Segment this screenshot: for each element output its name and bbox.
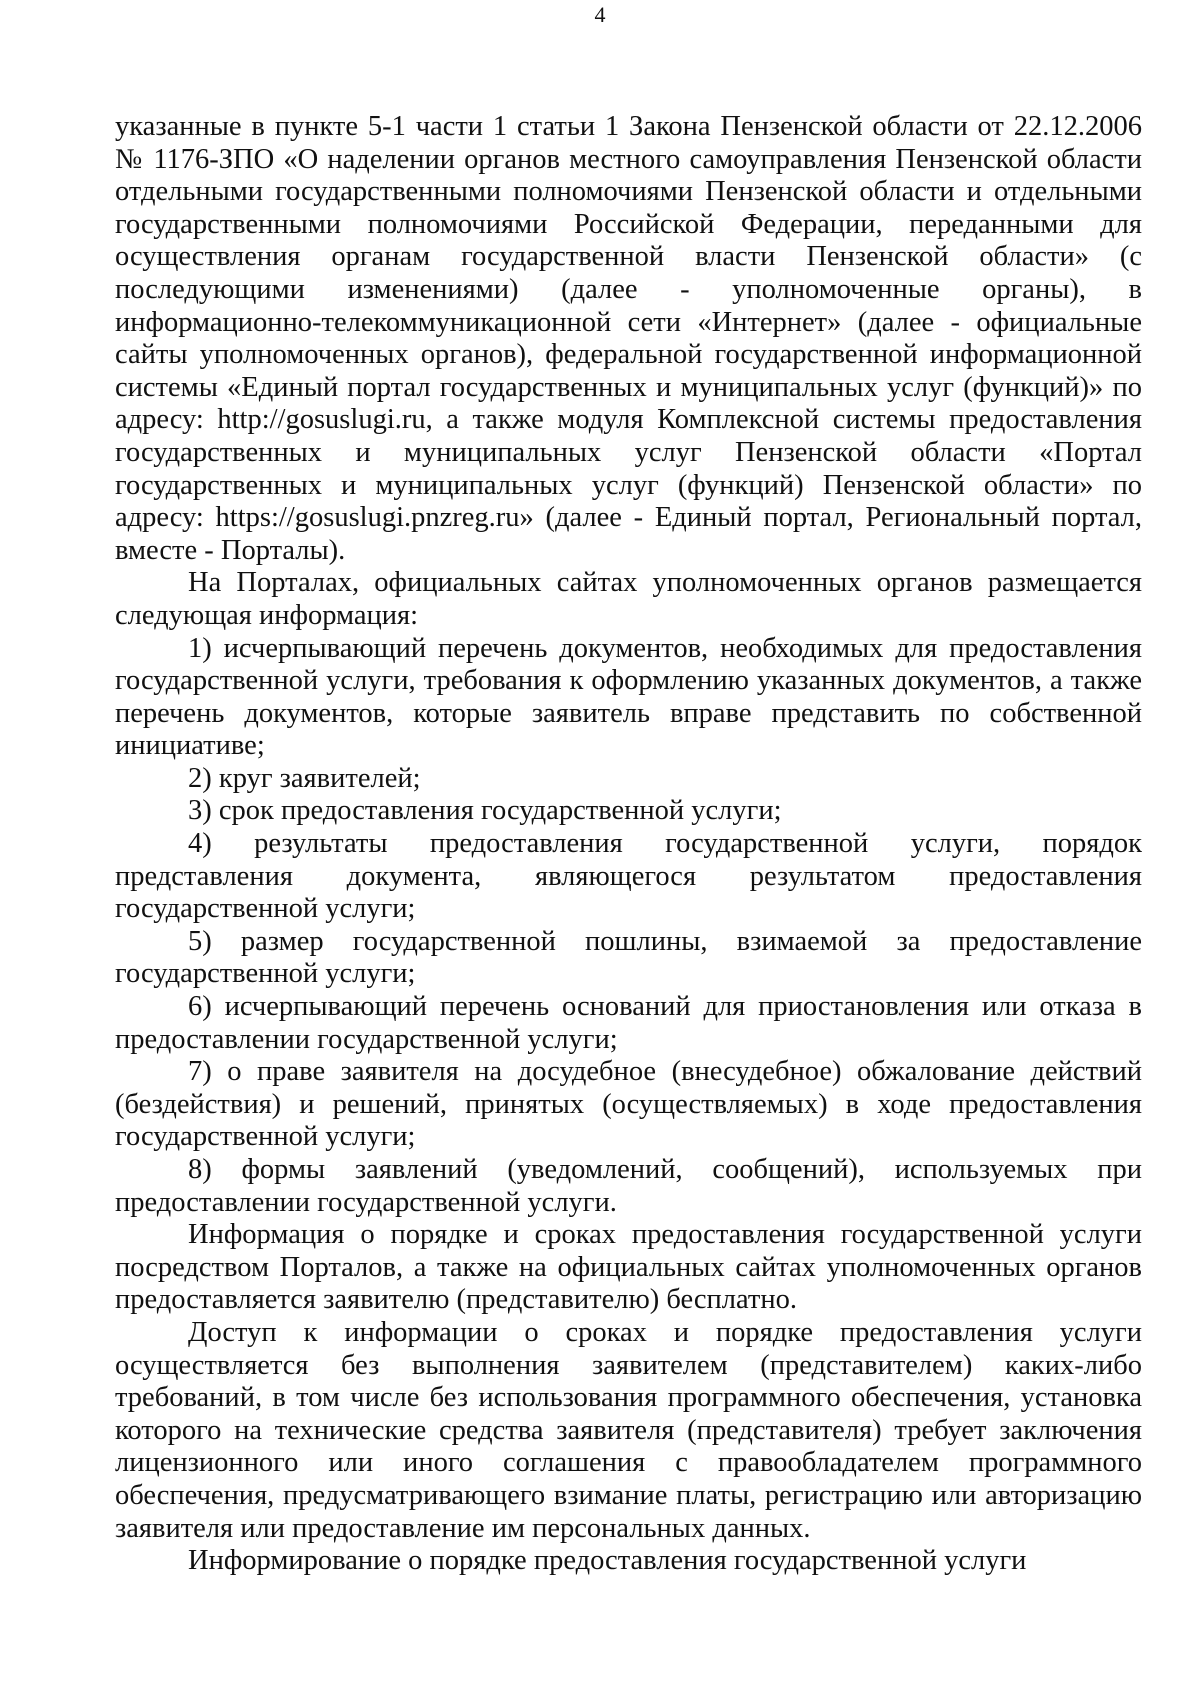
list-item-7: 7) о праве заявителя на досудебное (внесудебное) обжалование действий (бездействия) и решений, принятых (осуществляемых) в ходе предоставления государственной услуги; xyxy=(115,1056,1142,1153)
page-number: 4 xyxy=(594,2,606,27)
list-item-6: 6) исчерпывающий перечень оснований для приостановления или отказа в предоставлении государственной услуги; xyxy=(115,991,1142,1055)
paragraph-5: Информирование о порядке предоставления государственной услуги xyxy=(188,1545,1027,1577)
list-item-4: 4) результаты предоставления государственной услуги, порядок представления документа, являющегося результатом предоставления государственной услуги; xyxy=(115,828,1142,925)
list-item-3: 3) срок предоставления государственной услуги; xyxy=(188,795,782,827)
document-body xyxy=(115,111,1142,1578)
list-item-1: 1) исчерпывающий перечень документов, необходимых для предоставления государственной услуги, требования к оформлению указанных документов, а также перечень документов, которые заявитель вправе представить по собственной инициативе; xyxy=(115,632,1142,762)
paragraph-3: Информация о порядке и сроках предоставления государственной услуги посредством Порталов, а также на официальных сайтах уполномоченных органов предоставляется заявителю (представителю) бесплатно. xyxy=(115,1219,1142,1316)
list-item-2: 2) круг заявителей; xyxy=(188,762,421,794)
paragraph-2: На Порталах, официальных сайтах уполномоченных органов размещается следующая информация: xyxy=(115,567,1142,631)
paragraph-1: указанные в пункте 5-1 части 1 статьи 1 Закона Пензенской области от 22.12.2006 № 1176-ЗПО «О наделении органов местного самоуправления Пензенской области отдельными государственными полномочиями Пензенской области и отдельными государственными полномочиями Российской Федерации, переданными для осуществления органам государственной власти Пензенской области» (с последующими изменениями) (далее - уполномоченные органы), в информационно-телекоммуникационной сети «Интернет» (далее - официальные сайты уполномоченных органов), федеральной государственной информационной системы «Единый портал государственных и муниципальных услуг (функций)» по адресу: http://gosuslugi.ru, а также модуля Комплексной системы предоставления государственных и муниципальных услуг Пензенской области «Портал государственных и муниципальных услуг (функций) Пензенской области» по адресу: https://gosuslugi.pnzreg.ru» (далее - Единый портал, Региональный портал, вместе - Порталы). xyxy=(115,111,1142,566)
list-item-8: 8) формы заявлений (уведомлений, сообщений), используемых при предоставлении государственной услуги. xyxy=(115,1154,1142,1218)
list-item-5: 5) размер государственной пошлины, взимаемой за предоставление государственной услуги; xyxy=(115,925,1142,990)
paragraph-4: Доступ к информации о сроках и порядке предоставления услуги осуществляется без выполнения заявителем (представителем) каких-либо требований, в том числе без использования программного обеспечения, установка которого на технические средства заявителя (представителя) требует заключения лицензионного или иного соглашения с правообладателем программного обеспечения, предусматривающего взимание платы, регистрацию или авторизацию заявителя или предоставление им персональных данных. xyxy=(115,1316,1142,1544)
